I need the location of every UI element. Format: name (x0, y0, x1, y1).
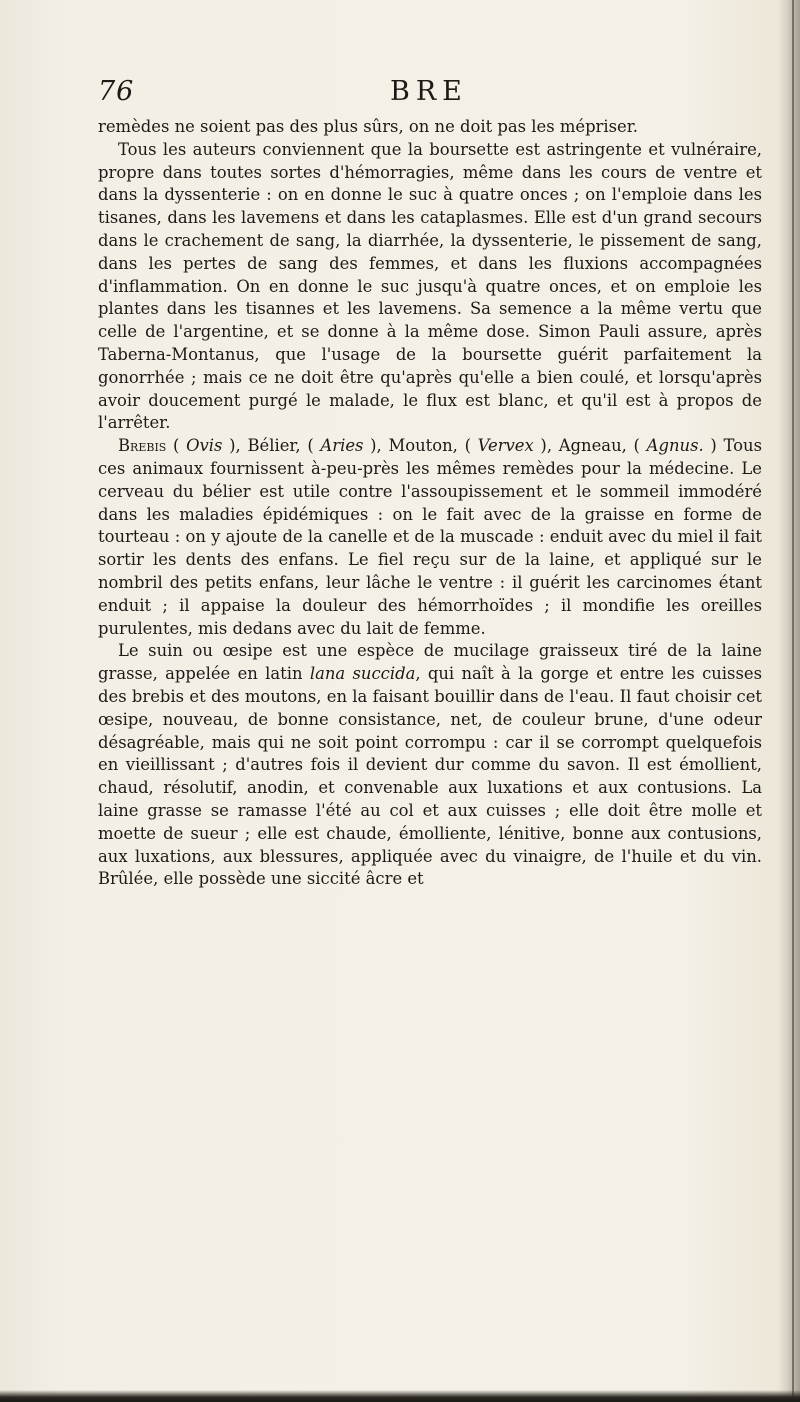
entry-headword: Brebis (118, 436, 167, 456)
page-header (98, 76, 658, 110)
text-run: , qui naît à la gorge et entre les cuisses des brebis et des moutons, en la faisant bouillir dans de l'eau. Il faut choisir cet œsipe, nouveau, de bonne consistance, net, de couleur brune, d'une odeur désagréable, mais qui ne soit point corrompu : car il se corrompt quelquefois en vieillissant ; d'autres fois il devient dur comme du savon. Il est émollient, chaud, résolutif, anodin, et convenable aux luxations et aux contusions. La laine grasse se ramasse l'été au col et aux cuisses ; elle doit être molle et moette de sueur ; elle est chaude, émolliente, lénitive, bonne aux contusions, aux luxations, aux blessures, appliquée avec du vinaigre, de l'huile et du vin. Brûlée, elle possède une siccité âcre et (98, 664, 762, 889)
body-text (98, 116, 762, 891)
page-bottom-edge (0, 1390, 800, 1402)
text-run: ), Agneau, ( (533, 436, 647, 456)
page-edge-line (792, 0, 794, 1402)
text-run: ), Mouton, ( (363, 436, 478, 456)
text-run: Le suin ou œsipe est une espèce de mucilage graisseux tiré de la laine grasse, appelée en latin (98, 641, 762, 684)
page-number: 76 (98, 76, 135, 107)
italic-term: Agnus. (646, 436, 704, 456)
italic-term: Aries (320, 436, 364, 456)
italic-term: Ovis (186, 436, 223, 456)
paragraph-boursette: Tous les auteurs conviennent que la boursette est astringente et vulnéraire, propre dans toutes sortes d'hémorragies, même dans les cours de ventre et dans la dyssenterie : on en donne le suc à quatre onces ; on l'emploie dans les tisanes, dans les lavemens et dans les cataplasmes. Elle est d'un grand secours dans le crachement de sang, la diarrhée, la dyssenterie, le pissement de sang, dans les pertes de sang des femmes, et dans les fluxions accompagnées d'inflammation. On en donne le suc jusqu'à quatre onces, et on emploie les plantes dans les tisannes et les lavemens. Sa semence a la même vertu que celle de l'argentine, et se donne à la même dose. Simon Pauli assure, après Taberna-Montanus, que l'usage de la boursette guérit parfaitement la gonorrhée ; mais ce ne doit être qu'après qu'elle a bien coulé, et lorsqu'après avoir doucement purgé le malade, le flux est blanc, et qu'il est à propos de l'arrêter. (98, 139, 762, 433)
paragraph-continuation: remèdes ne soient pas des plus sûrs, on ne doit pas les mépriser. (98, 117, 638, 136)
text-run: ( (166, 436, 187, 456)
text-run: ) Tous ces animaux fournissent à-peu-près les mêmes remèdes pour la médecine. Le cerveau du bélier est utile contre l'assoupissement et le sommeil immodéré dans les maladies épidémiques : on le fait avec de la graisse en forme de tourteau : on y ajoute de la canelle et de la muscade : enduit avec du miel il fait sortir les dents des enfans. Le fiel reçu sur de la laine, et appliqué sur le nombril des petits enfans, leur lâche le ventre : il guérit les carcinomes étant enduit ; il appaise la douleur des hémorrhoïdes ; il mondifie les oreilles purulentes, mis dedans avec du lait de femme. (98, 436, 762, 638)
italic-term: Vervex (477, 436, 534, 456)
paragraph-brebis (98, 435, 762, 640)
page-gutter-shadow (778, 0, 800, 1402)
running-head: BRE (390, 76, 468, 107)
text-run: ), Bélier, ( (222, 436, 321, 456)
italic-term: lana succida (309, 664, 416, 684)
paragraph-suin (98, 640, 762, 891)
